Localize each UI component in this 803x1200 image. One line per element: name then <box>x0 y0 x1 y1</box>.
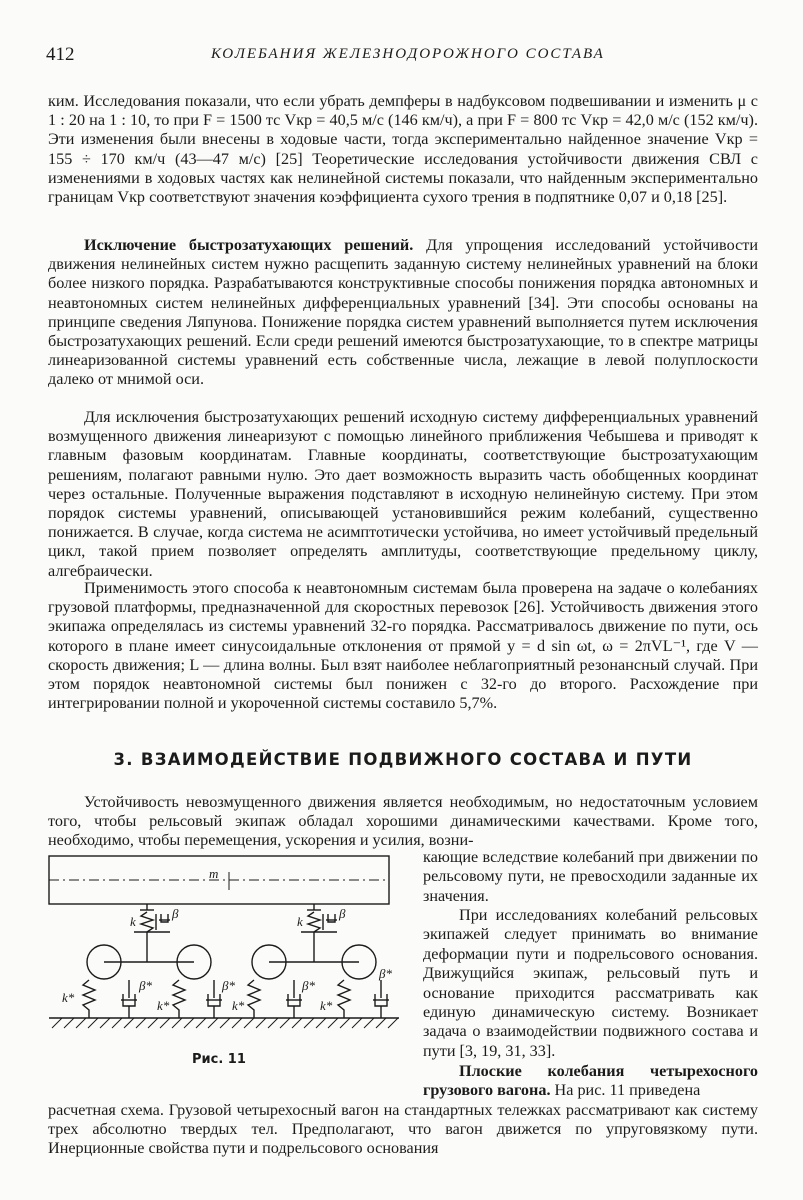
figure-11 <box>44 850 404 1040</box>
right-column-3 <box>423 1062 758 1101</box>
section-title: 3. ВЗАИМОДЕЙСТВИЕ ПОДВИЖНОГО СОСТАВА И ПУТИ <box>113 750 693 769</box>
running-title: КОЛЕБАНИЯ ЖЕЛЕЗНОДОРОЖНОГО СОСТАВА <box>211 46 605 62</box>
paragraph-3: Для исключения быстрозатухающих решений исходную систему дифференциальных уравнений возмущенного движения линеаризуют с помощью линейного приближения Чебышева и приводят к главным фазовым координатам. Главные координаты, соответствующие быстрозатухающим решениям, полагают равными нулю. Это дает возможность выразить часть обобщенных координат через остальные. Полученные выражения подставляют в исходную нелинейную систему. При этом порядок системы уравнений, описывающей установившийся режим колебаний, существенно понижается. В случае, когда система не асимптотически устойчива, но имеет устойчивый предельный цикл, такой прием позволяет определять амплитуды, соответствующие предельному циклу, алгебраически. <box>48 408 758 580</box>
paragraph-2-lead: Исключение быстрозатухающих решений. <box>84 236 414 254</box>
label-betastar-3: β* <box>302 978 315 993</box>
paragraph-4: Применимость этого способа к неавтономным системам была проверена на задаче о колебаниях грузовой платформы, предназначенной для скоростных перевозок [26]. Устойчивость движения этого экипажа определялась из системы уравнений 32-го порядка. Рассматривалось движение по пути, ось которого в плане имеет синусоидальные отклонения от прямой y = d sin ωt, ω = 2πVL⁻¹, где V — скорость движения; L — длина волны. Был взят наиболее неблагоприятный резонансный случай. При этом порядок неавтономной системы был понижен с 32-го до второго. Расхождение при интегрировании полной и укороченной системы составило 5,7%. <box>48 579 758 713</box>
label-m: m <box>209 866 219 881</box>
right-column-3-body: На рис. 11 приведена <box>550 1081 701 1100</box>
k-spring-left <box>141 912 153 932</box>
label-kstar-1: k* <box>62 990 75 1005</box>
label-k-left: k <box>130 914 136 929</box>
figure-caption: Рис. 11 <box>192 1052 246 1067</box>
k-spring-right <box>308 912 320 932</box>
label-betastar-2: β* <box>222 978 235 993</box>
label-betastar-4: β* <box>379 966 392 981</box>
page-header <box>46 44 753 72</box>
label-kstar-2: k* <box>157 998 170 1013</box>
paragraph-5: Устойчивость невозмущенного движения является необходимым, но недостаточным условием того, чтобы рельсовый экипаж обладал хорошими динамическими качествами. Кроме того, необходимо, чтобы перемещения, ускорения и усилия, возни- <box>48 793 758 850</box>
paragraph-2-body: Для упрощения исследований устойчивости движения нелинейных систем нужно расщепить заданную систему нелинейных уравнений на блоки более низкого порядка. Разрабатываются конструктивные способы понижения порядка автономных и неавтономных систем нелинейных дифференциальных уравнений [34]. Эти способы основаны на принципе сведения Ляпунова. Понижение порядка систем уравнений выполняется путем исключения быстрозатухающих решений. Если среди решений имеются быстрозатухающие, то в спектре матрицы линеаризованной системы уравнений есть собственные числа, лежащие в левой полуплоскости далеко от мнимой оси. <box>48 236 758 389</box>
right-column-3-lead: Плоские колебания четырехосного грузового вагона. <box>423 1062 758 1100</box>
label-kstar-4: k* <box>320 998 333 1013</box>
label-betastar-1: β* <box>139 978 152 993</box>
label-beta-right: β <box>339 906 346 921</box>
paragraph-1: ким. Исследования показали, что если убрать демпферы в надбуксовом подвешивании и изменить μ с 1 : 20 на 1 : 10, то при F = 1500 тс Vкр = 40,5 м/с (146 км/ч), а при F = 800 тс Vкр = 42,0 м/с (152 км/ч). Эти изменения были внесены в ходовые части, тогда экспериментально найденное значение Vкр = 155 ÷ 170 км/ч (43—47 м/с) [25] Теоретические исследования устойчивости движения СВЛ с изменениями в ходовых частях как нелинейной системы показали, что найденным экспериментально границам Vкр соответствуют значения коэффициента сухого трения в подпятнике 0,07 и 0,18 [25]. <box>48 92 758 207</box>
label-beta-left: β <box>172 906 179 921</box>
right-column-1: кающие вследствие колебаний при движении по рельсовому пути, не превосходили заданные их значения. <box>423 848 758 905</box>
ground-hatching <box>52 1018 398 1028</box>
page-number: 412 <box>46 44 75 65</box>
paragraph-2 <box>48 236 758 390</box>
right-column-2: При исследованиях колебаний рельсовых экипажей следует принимать во внимание деформации пути и подрельсового основания. Движущийся экипаж, рельсовый путь и основание приходится рассматривать как единую динамическую систему. Возникает задача о взаимодействии подвижного состава и пути [3, 19, 31, 33]. <box>423 906 758 1060</box>
label-k-right: k <box>297 914 303 929</box>
label-kstar-3: k* <box>232 998 245 1013</box>
railcar-scheme-diagram <box>44 850 404 1040</box>
paragraph-6: расчетная схема. Грузовой четырехосный вагон на стандартных тележках рассматривают как систему трех абсолютно твердых тел. Предполагают, что вагон движется по упруговязкому пути. Инерционные свойства пути и подрельсового основания <box>48 1101 758 1158</box>
